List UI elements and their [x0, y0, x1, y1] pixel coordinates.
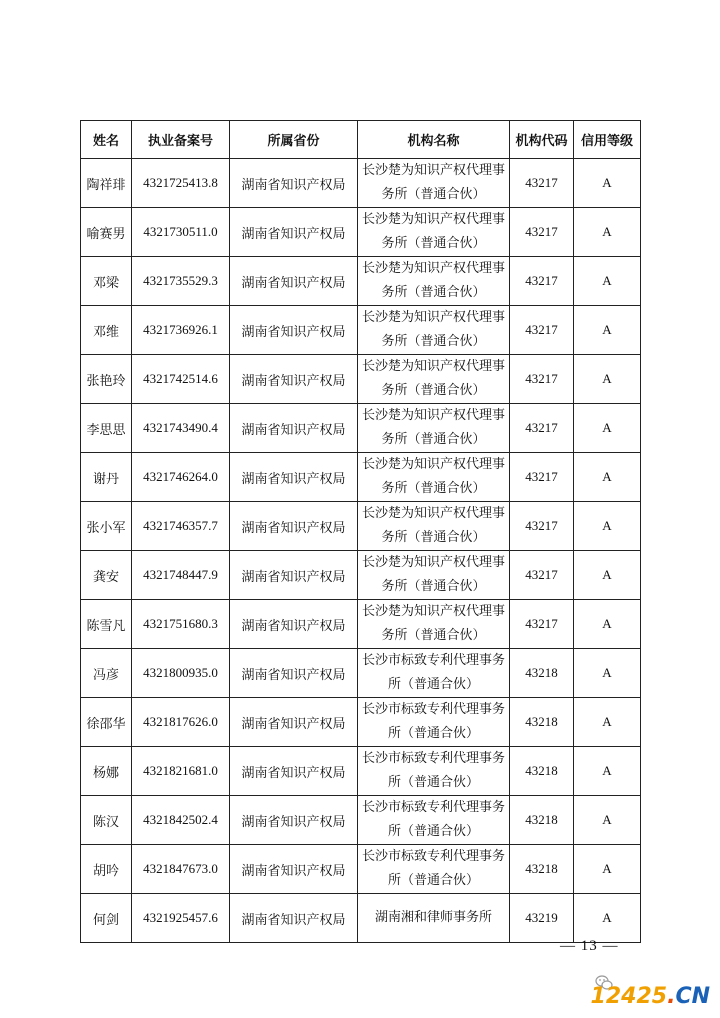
cell-credit-grade: A — [574, 453, 641, 502]
table-row — [81, 502, 641, 551]
cell-province: 湖南省知识产权局 — [230, 257, 358, 306]
table-row — [81, 649, 641, 698]
header-name: 姓名 — [81, 121, 132, 159]
table-body — [81, 159, 641, 943]
cell-organization: 长沙楚为知识产权代理事务所（普通合伙） — [358, 453, 510, 502]
cell-org-code: 43217 — [510, 306, 574, 355]
table-row — [81, 600, 641, 649]
cell-province: 湖南省知识产权局 — [230, 159, 358, 208]
table-row — [81, 159, 641, 208]
cell-org-code: 43217 — [510, 600, 574, 649]
cell-registration-number: 4321748447.9 — [132, 551, 230, 600]
cell-name: 张小军 — [81, 502, 132, 551]
cell-credit-grade: A — [574, 306, 641, 355]
cell-registration-number: 4321746357.7 — [132, 502, 230, 551]
cell-credit-grade: A — [574, 208, 641, 257]
cell-organization: 长沙楚为知识产权代理事务所（普通合伙） — [358, 600, 510, 649]
cell-province: 湖南省知识产权局 — [230, 649, 358, 698]
cell-organization: 长沙楚为知识产权代理事务所（普通合伙） — [358, 355, 510, 404]
header-organization: 机构名称 — [358, 121, 510, 159]
cell-credit-grade: A — [574, 257, 641, 306]
cell-registration-number: 4321736926.1 — [132, 306, 230, 355]
cell-registration-number: 4321742514.6 — [132, 355, 230, 404]
cell-organization: 长沙市标致专利代理事务所（普通合伙） — [358, 649, 510, 698]
cell-registration-number: 4321751680.3 — [132, 600, 230, 649]
table-row — [81, 453, 641, 502]
cell-credit-grade: A — [574, 747, 641, 796]
table-row — [81, 894, 641, 943]
cell-name: 李思思 — [81, 404, 132, 453]
cell-organization: 长沙楚为知识产权代理事务所（普通合伙） — [358, 257, 510, 306]
cell-credit-grade: A — [574, 894, 641, 943]
cell-province: 湖南省知识产权局 — [230, 355, 358, 404]
cell-name: 谢丹 — [81, 453, 132, 502]
cell-org-code: 43217 — [510, 551, 574, 600]
cell-registration-number: 4321800935.0 — [132, 649, 230, 698]
cell-province: 湖南省知识产权局 — [230, 502, 358, 551]
site-watermark-logo — [591, 984, 710, 1009]
table-header-row — [81, 121, 641, 159]
cell-credit-grade: A — [574, 404, 641, 453]
cell-org-code: 43217 — [510, 355, 574, 404]
header-registration-number: 执业备案号 — [132, 121, 230, 159]
table-row — [81, 355, 641, 404]
cell-org-code: 43217 — [510, 404, 574, 453]
cell-registration-number: 4321730511.0 — [132, 208, 230, 257]
cell-org-code: 43217 — [510, 453, 574, 502]
cell-org-code: 43217 — [510, 257, 574, 306]
cell-credit-grade: A — [574, 159, 641, 208]
cell-registration-number: 4321746264.0 — [132, 453, 230, 502]
table-row — [81, 551, 641, 600]
cell-org-code: 43218 — [510, 845, 574, 894]
table-row — [81, 747, 641, 796]
header-credit-grade: 信用等级 — [574, 121, 641, 159]
table-row — [81, 698, 641, 747]
cell-organization: 长沙楚为知识产权代理事务所（普通合伙） — [358, 551, 510, 600]
cell-org-code: 43218 — [510, 649, 574, 698]
cell-credit-grade: A — [574, 649, 641, 698]
agent-credit-table — [80, 120, 641, 943]
cell-province: 湖南省知识产权局 — [230, 747, 358, 796]
table-row — [81, 306, 641, 355]
table-row — [81, 208, 641, 257]
cell-credit-grade: A — [574, 845, 641, 894]
table-row — [81, 796, 641, 845]
cell-credit-grade: A — [574, 600, 641, 649]
cell-org-code: 43217 — [510, 208, 574, 257]
page-number: — 13 — — [560, 938, 619, 954]
cell-organization: 长沙市标致专利代理事务所（普通合伙） — [358, 845, 510, 894]
cell-name: 张艳玲 — [81, 355, 132, 404]
cell-province: 湖南省知识产权局 — [230, 698, 358, 747]
cell-province: 湖南省知识产权局 — [230, 453, 358, 502]
cell-registration-number: 4321925457.6 — [132, 894, 230, 943]
cell-credit-grade: A — [574, 698, 641, 747]
watermark-digits: 12425 — [590, 984, 668, 1009]
cell-registration-number: 4321725413.8 — [132, 159, 230, 208]
table-row — [81, 845, 641, 894]
cell-registration-number: 4321847673.0 — [132, 845, 230, 894]
cell-credit-grade: A — [574, 796, 641, 845]
cell-name: 陶祥琲 — [81, 159, 132, 208]
cell-province: 湖南省知识产权局 — [230, 894, 358, 943]
cell-organization: 长沙楚为知识产权代理事务所（普通合伙） — [358, 306, 510, 355]
cell-org-code: 43217 — [510, 159, 574, 208]
cell-org-code: 43218 — [510, 698, 574, 747]
cell-province: 湖南省知识产权局 — [230, 208, 358, 257]
cell-organization: 长沙市标致专利代理事务所（普通合伙） — [358, 796, 510, 845]
cell-name: 邓维 — [81, 306, 132, 355]
cell-name: 陈汉 — [81, 796, 132, 845]
cell-name: 胡吟 — [81, 845, 132, 894]
cell-registration-number: 4321842502.4 — [132, 796, 230, 845]
cell-province: 湖南省知识产权局 — [230, 551, 358, 600]
cell-credit-grade: A — [574, 502, 641, 551]
cell-name: 陈雪凡 — [81, 600, 132, 649]
cell-province: 湖南省知识产权局 — [230, 796, 358, 845]
header-province: 所属省份 — [230, 121, 358, 159]
cell-org-code: 43218 — [510, 796, 574, 845]
cell-org-code: 43218 — [510, 747, 574, 796]
watermark-dot: . — [667, 984, 676, 1009]
cell-name: 何剑 — [81, 894, 132, 943]
cell-credit-grade: A — [574, 355, 641, 404]
table-row — [81, 257, 641, 306]
watermark-tld: CN — [675, 984, 710, 1009]
cell-province: 湖南省知识产权局 — [230, 306, 358, 355]
cell-organization: 长沙楚为知识产权代理事务所（普通合伙） — [358, 404, 510, 453]
cell-organization: 长沙市标致专利代理事务所（普通合伙） — [358, 747, 510, 796]
cell-registration-number: 4321817626.0 — [132, 698, 230, 747]
table-row — [81, 404, 641, 453]
cell-registration-number: 4321743490.4 — [132, 404, 230, 453]
cell-name: 杨娜 — [81, 747, 132, 796]
cell-organization: 长沙楚为知识产权代理事务所（普通合伙） — [358, 502, 510, 551]
cell-organization: 长沙市标致专利代理事务所（普通合伙） — [358, 698, 510, 747]
cell-org-code: 43219 — [510, 894, 574, 943]
cell-province: 湖南省知识产权局 — [230, 404, 358, 453]
cell-registration-number: 4321735529.3 — [132, 257, 230, 306]
cell-name: 冯彦 — [81, 649, 132, 698]
cell-province: 湖南省知识产权局 — [230, 845, 358, 894]
cell-organization: 长沙楚为知识产权代理事务所（普通合伙） — [358, 208, 510, 257]
cell-org-code: 43217 — [510, 502, 574, 551]
cell-name: 喻赛男 — [81, 208, 132, 257]
cell-credit-grade: A — [574, 551, 641, 600]
cell-registration-number: 4321821681.0 — [132, 747, 230, 796]
cell-organization: 长沙楚为知识产权代理事务所（普通合伙） — [358, 159, 510, 208]
cell-name: 邓梁 — [81, 257, 132, 306]
cell-name: 龚安 — [81, 551, 132, 600]
cell-name: 徐邵华 — [81, 698, 132, 747]
header-org-code: 机构代码 — [510, 121, 574, 159]
cell-organization: 湖南湘和律师事务所 — [358, 894, 510, 943]
cell-province: 湖南省知识产权局 — [230, 600, 358, 649]
